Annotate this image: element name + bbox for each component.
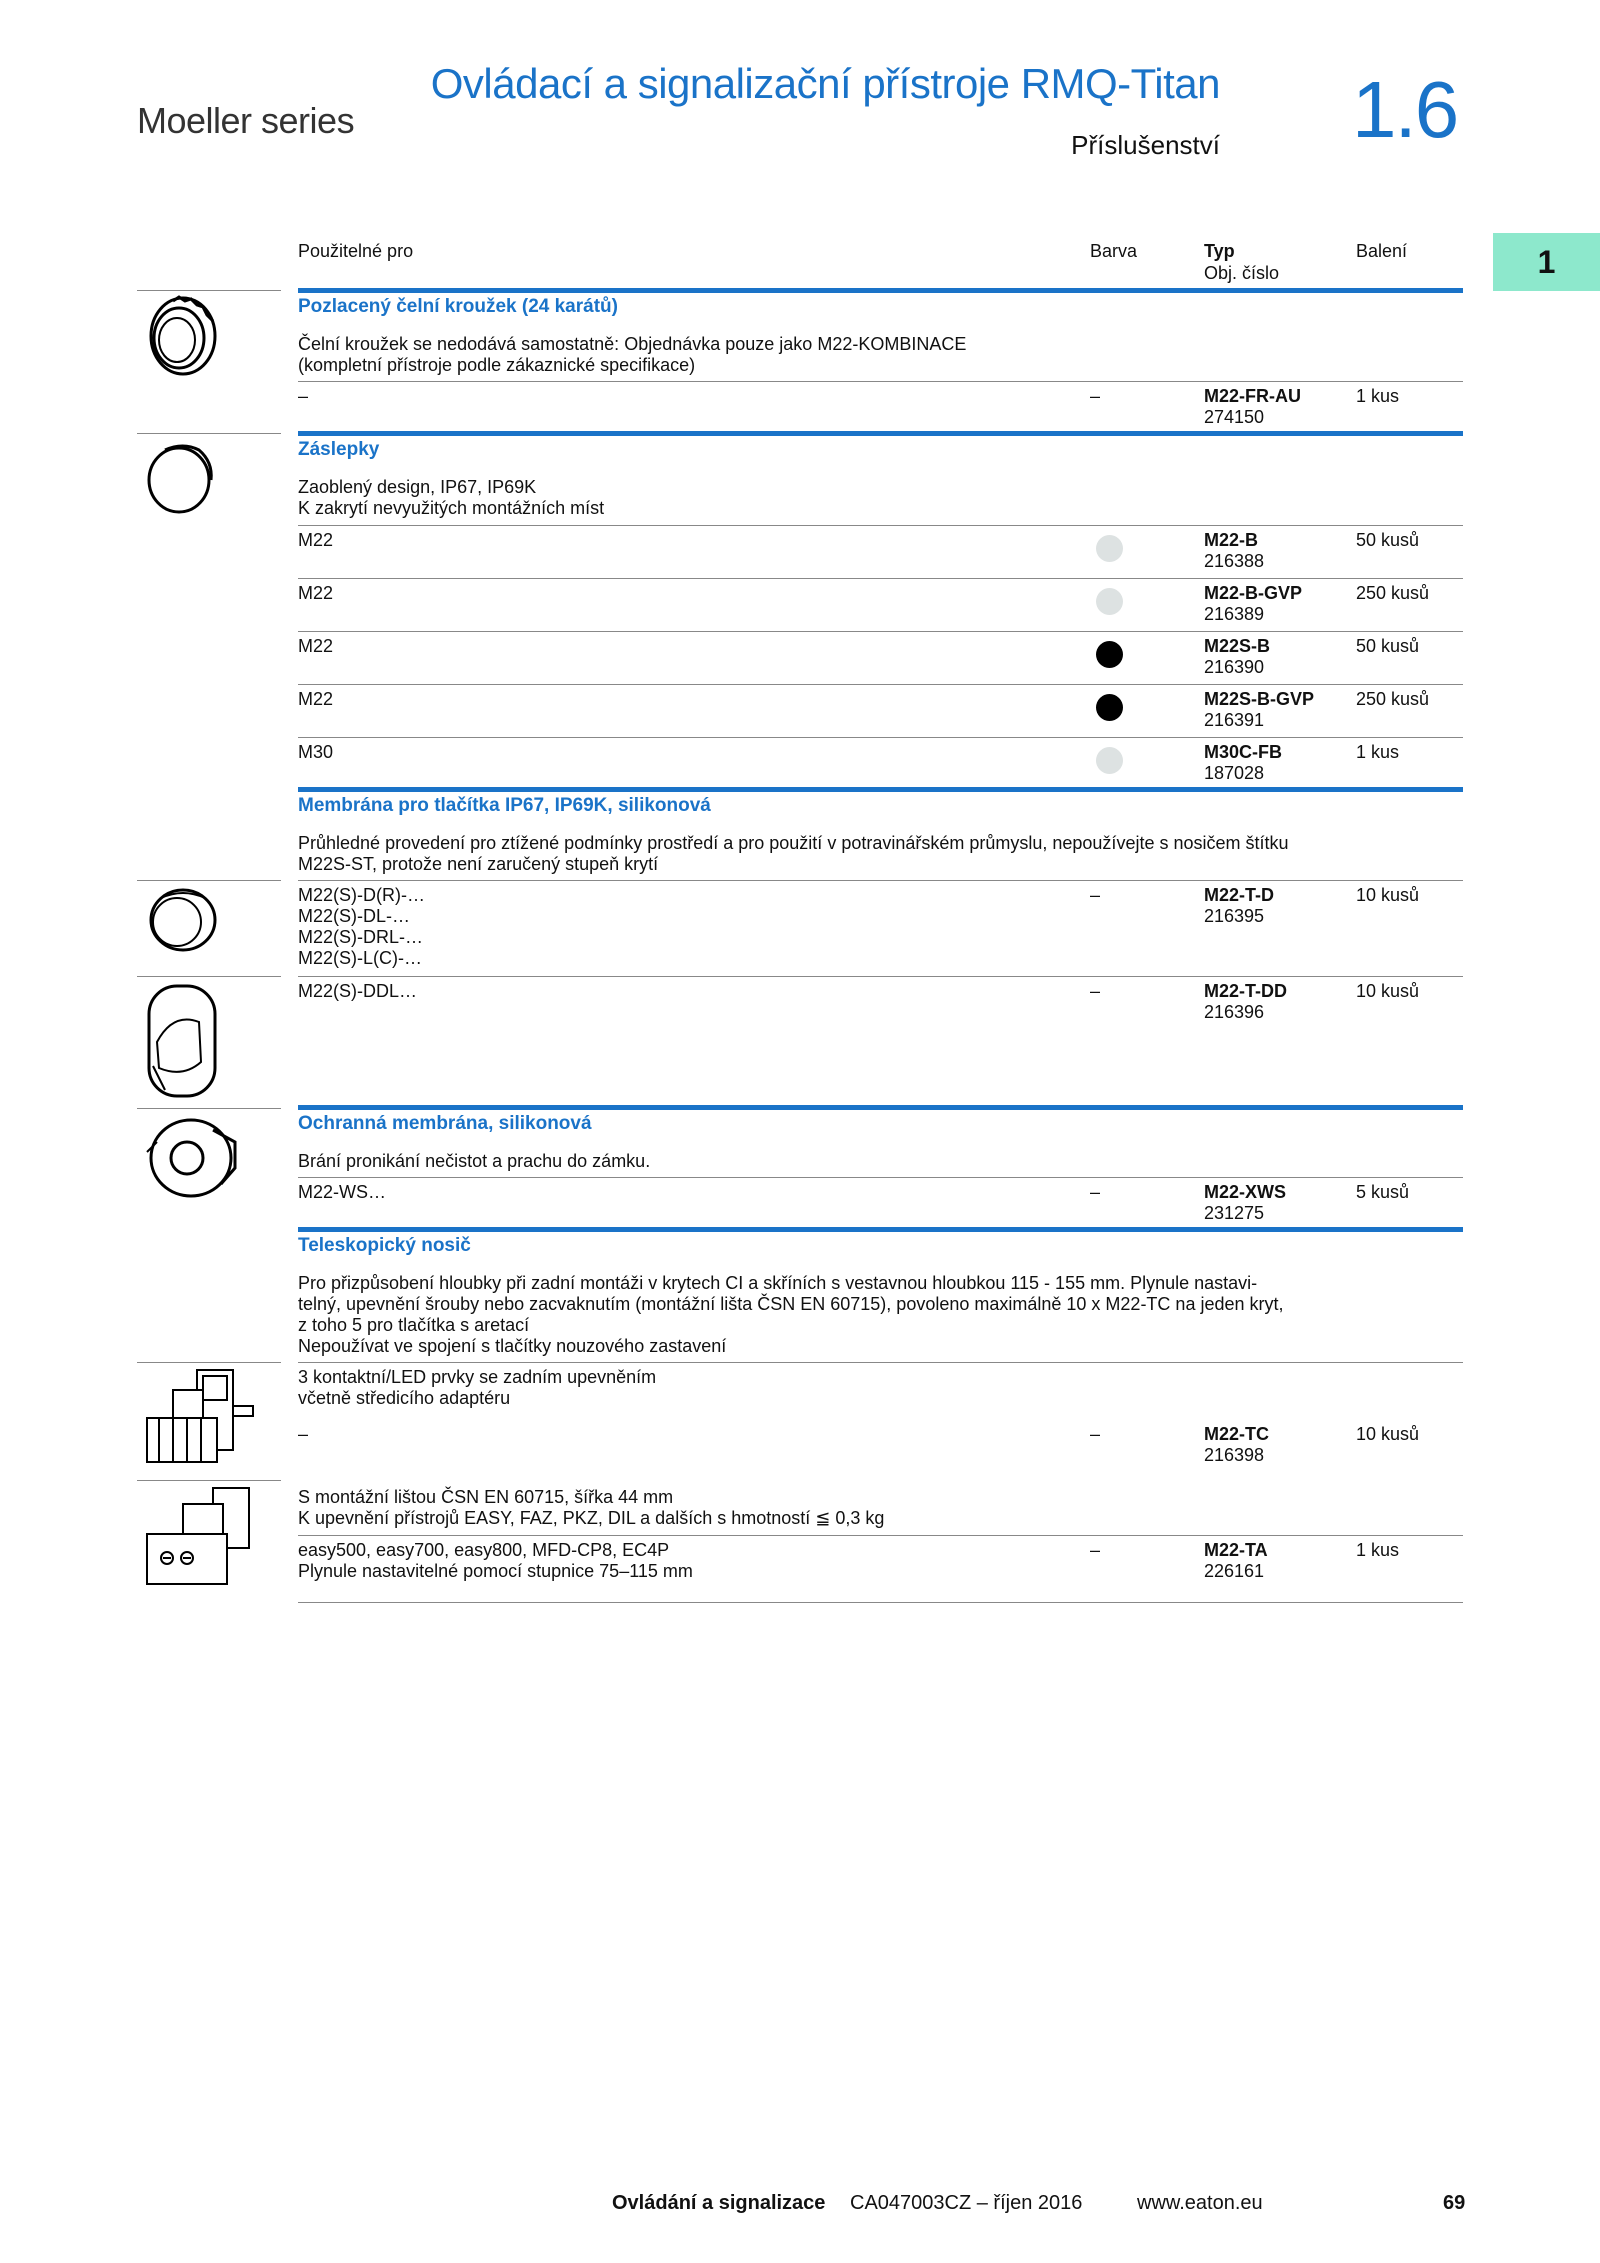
color-cell: – <box>1090 1540 1101 1560</box>
type-code: M22-XWS <box>1204 1182 1287 1202</box>
series-name: Moeller series <box>137 100 355 141</box>
blanking-plug-image <box>143 440 219 516</box>
membrane-image <box>143 884 219 954</box>
section-description: Čelní kroužek se nedodává samostatně: Objednávka pouze jako M22-KOMBINACE <box>298 334 967 354</box>
order-number: 187028 <box>1204 763 1265 783</box>
section-title: Pozlacený čelní kroužek (24 karátů) <box>298 296 618 317</box>
table-bottom-rule <box>298 1602 1463 1603</box>
type-code: M22-FR-AU <box>1204 386 1301 406</box>
usable-cell: M22 <box>298 583 334 603</box>
usable-cell: M22(S)-DDL… <box>298 981 418 1001</box>
pack-cell: 50 kusů <box>1356 530 1420 550</box>
color-swatch <box>1096 535 1123 562</box>
section-rule <box>298 431 1463 436</box>
footer-website[interactable]: www.eaton.eu <box>1137 2192 1263 2214</box>
type-code: M30C-FB <box>1204 742 1283 762</box>
type-code: M22-B-GVP <box>1204 583 1303 603</box>
page-subtitle: Příslušenství <box>1071 130 1220 160</box>
protective-membrane-image <box>143 1112 243 1202</box>
section-title: Membrána pro tlačítka IP67, IP69K, silikonová <box>298 795 711 816</box>
image-rule <box>137 1108 281 1109</box>
usable-cell: včetně středicího adaptéru <box>298 1388 511 1408</box>
color-cell: – <box>1090 981 1101 1001</box>
section-description: Zaoblený design, IP67, IP69K <box>298 477 537 497</box>
order-number: 216389 <box>1204 604 1265 624</box>
order-number: 216391 <box>1204 710 1265 730</box>
usable-cell: – <box>298 1424 309 1444</box>
telescopic-carrier-image <box>143 1366 263 1476</box>
section-title: Záslepky <box>298 439 380 460</box>
pack-cell: 10 kusů <box>1356 1424 1420 1444</box>
section-rule <box>298 787 1463 792</box>
usable-cell: M22 <box>298 530 334 550</box>
section-description: Brání pronikání nečistot a prachu do zámku. <box>298 1151 651 1171</box>
order-number: 216395 <box>1204 906 1265 926</box>
usable-cell: M22(S)-D(R)-… <box>298 885 425 905</box>
chapter-number: 1.6 <box>1352 65 1458 154</box>
usable-cell: easy500, easy700, easy800, MFD-CP8, EC4P <box>298 1540 670 1560</box>
usable-cell: M22 <box>298 689 334 709</box>
double-membrane-image <box>143 982 223 1102</box>
section-description: M22S-ST, protože není zaručený stupeň krytí <box>298 854 659 874</box>
gold-bezel-image <box>143 293 219 379</box>
section-description: telný, upevnění šrouby nebo zacvaknutím (montážní lišta ČSN EN 60715), povoleno maximálně 10 x M22-TC na jeden kryt, <box>298 1294 1284 1314</box>
row-rule <box>298 381 1463 382</box>
col-usable-header: Použitelné pro <box>298 241 414 261</box>
section-description: Pro přizpůsobení hloubky při zadní montáži v krytech CI a skříních s vestavnou hloubkou 115 - 155 mm. Plynule nastavi- <box>298 1273 1258 1293</box>
order-number: 216398 <box>1204 1445 1265 1465</box>
footer-section: Ovládání a signalizace <box>612 2192 826 2214</box>
image-rule <box>137 1362 281 1363</box>
page-title: Ovládací a signalizační přístroje RMQ-Titan <box>430 60 1220 107</box>
col-order-header: Obj. číslo <box>1204 263 1280 283</box>
image-rule <box>137 976 281 977</box>
usable-cell: M22(S)-DL-… <box>298 906 411 926</box>
col-type-header: Typ <box>1204 241 1235 261</box>
row-rule <box>298 1177 1463 1178</box>
pack-cell: 50 kusů <box>1356 636 1420 656</box>
section-title: Ochranná membrána, silikonová <box>298 1113 592 1134</box>
col-color-header: Barva <box>1090 241 1138 261</box>
row-rule <box>298 684 1463 685</box>
type-code: M22S-B <box>1204 636 1271 656</box>
type-code: M22-T-D <box>1204 885 1275 905</box>
row-rule <box>298 631 1463 632</box>
color-cell: – <box>1090 1424 1101 1444</box>
pack-cell: 250 kusů <box>1356 689 1430 709</box>
section-title: Teleskopický nosič <box>298 1235 471 1256</box>
usable-cell: 3 kontaktní/LED prvky se zadním upevněním <box>298 1367 657 1387</box>
section-rule <box>298 1227 1463 1232</box>
type-code: M22-TC <box>1204 1424 1270 1444</box>
section-description: (kompletní přístroje podle zákaznické specifikace) <box>298 355 696 375</box>
order-number: 216388 <box>1204 551 1265 571</box>
color-swatch <box>1096 588 1123 615</box>
usable-cell: Plynule nastavitelné pomocí stupnice 75–115 mm <box>298 1561 693 1581</box>
type-code: M22-TA <box>1204 1540 1268 1560</box>
pack-cell: 5 kusů <box>1356 1182 1410 1202</box>
usable-cell: M22(S)-DRL-… <box>298 927 424 947</box>
pack-cell: 1 kus <box>1356 386 1400 406</box>
row-rule <box>298 1362 1463 1363</box>
order-number: 274150 <box>1204 407 1265 427</box>
pack-cell: 1 kus <box>1356 1540 1400 1560</box>
section-description: K zakrytí nevyužitých montážních míst <box>298 498 605 518</box>
type-code: M22-B <box>1204 530 1259 550</box>
section-description: z toho 5 pro tlačítka s aretací <box>298 1315 530 1335</box>
order-number: 216390 <box>1204 657 1265 677</box>
image-rule <box>137 290 281 291</box>
color-swatch <box>1096 747 1123 774</box>
section-rule <box>298 1105 1463 1110</box>
pack-cell: 10 kusů <box>1356 981 1420 1001</box>
section-description: Nepoužívat ve spojení s tlačítky nouzového zastavení <box>298 1336 727 1356</box>
color-cell: – <box>1090 386 1101 406</box>
color-cell: – <box>1090 885 1101 905</box>
usable-cell: – <box>298 386 309 406</box>
color-cell: – <box>1090 1182 1101 1202</box>
pack-cell: 10 kusů <box>1356 885 1420 905</box>
row-rule <box>298 976 1463 977</box>
usable-cell: M22(S)-L(C)-… <box>298 948 422 968</box>
usable-cell: M22-WS… <box>298 1182 387 1202</box>
pack-cell: 1 kus <box>1356 742 1400 762</box>
page-number: 69 <box>1443 2192 1466 2214</box>
section-description: S montážní lištou ČSN EN 60715, šířka 44 mm <box>298 1487 674 1507</box>
row-rule <box>298 578 1463 579</box>
image-rule <box>137 1480 281 1481</box>
image-rule <box>137 880 281 881</box>
section-rule <box>298 288 1463 293</box>
color-swatch <box>1096 641 1123 668</box>
footer-document: CA047003CZ – říjen 2016 <box>850 2192 1083 2214</box>
row-rule <box>298 880 1463 881</box>
telescopic-rail-image <box>143 1484 263 1594</box>
section-description: K upevnění přístrojů EASY, FAZ, PKZ, DIL a dalších s hmotností ≦ 0,3 kg <box>298 1508 885 1528</box>
color-swatch <box>1096 694 1123 721</box>
type-code: M22-T-DD <box>1204 981 1288 1001</box>
order-number: 226161 <box>1204 1561 1265 1581</box>
col-pack-header: Balení <box>1356 241 1408 261</box>
section-description: Průhledné provedení pro ztížené podmínky prostředí a pro použití v potravinářském průmyslu, nepoužívejte s nosičem štítku <box>298 833 1289 853</box>
row-rule <box>298 737 1463 738</box>
usable-cell: M22 <box>298 636 334 656</box>
chapter-tab: 1 <box>1493 233 1600 291</box>
image-rule <box>137 433 281 434</box>
row-rule <box>298 1535 1463 1536</box>
order-number: 216396 <box>1204 1002 1265 1022</box>
usable-cell: M30 <box>298 742 334 762</box>
order-number: 231275 <box>1204 1203 1265 1223</box>
type-code: M22S-B-GVP <box>1204 689 1315 709</box>
pack-cell: 250 kusů <box>1356 583 1430 603</box>
row-rule <box>298 525 1463 526</box>
